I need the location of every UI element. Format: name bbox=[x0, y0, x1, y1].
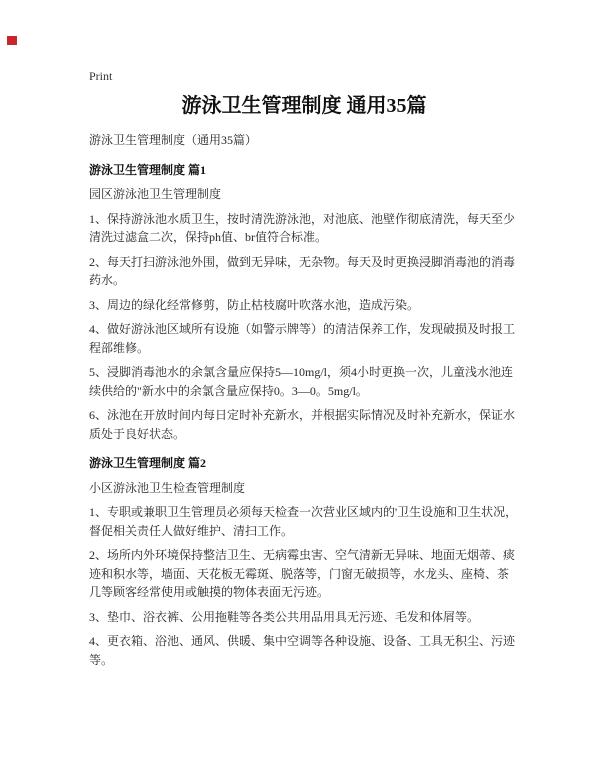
section-2-item-2: 2、场所内外环境保持整洁卫生、无病霉虫害、空气清新无异味、地面无烟蒂、痰迹和积水等，墙面、天花板无霉斑、脱落等，门窗无破损等，水龙头、座椅、茶几等顾客经常使用或触摸的物体表面无污迹。 bbox=[89, 548, 516, 599]
section-1-item-3: 3、周边的绿化经常修剪，防止枯枝腐叶吹落水池，造成污染。 bbox=[89, 297, 420, 312]
print-link[interactable]: Print bbox=[89, 69, 113, 83]
page-title: 游泳卫生管理制度 通用35篇 bbox=[181, 95, 427, 117]
section-2 bbox=[89, 454, 519, 669]
section-1-item-1: 1、保持游泳池水质卫生，按时清洗游泳池，对池底、池壁作彻底清洗，每天至少清洗过滤盒二次，保持ph值、br值符合标准。 bbox=[89, 211, 516, 244]
section-1-item-4: 4、做好游泳池区域所有设施（如警示牌等）的清洁保养工作，发现破损及时报工程部维修。 bbox=[89, 322, 516, 355]
section-1-item-2: 2、每天打扫游泳池外围，做到无异味，无杂物。每天及时更换浸脚消毒池的消毒药水。 bbox=[89, 254, 516, 287]
section-1-item-5: 5、浸脚消毒池水的余氯含量应保持5—10mg/l，须4小时更换一次，儿童浅水池连续供给的"新水中的余氯含量应保持0。3—0。5mg/l。 bbox=[89, 365, 514, 398]
section-2-intro: 小区游泳池卫生检查管理制度 bbox=[89, 480, 246, 495]
section-1-item-6: 6、泳池在开放时间内每日定时补充新水，并根据实际情况及时补充新水，保证水质处于良好状态。 bbox=[89, 408, 516, 441]
section-2-item-3: 3、垫巾、浴衣裤、公用拖鞋等各类公共用品用具无污迹、毛发和体屑等。 bbox=[89, 609, 480, 624]
section-2-item-4: 4、更衣箱、浴池、通风、供暖、集中空调等各种设施、设备、工具无积尘、污迹等。 bbox=[89, 634, 516, 667]
section-1-heading: 游泳卫生管理制度 篇1 bbox=[89, 162, 207, 177]
section-1 bbox=[89, 161, 519, 444]
section-1-intro: 园区游泳池卫生管理制度 bbox=[89, 187, 222, 201]
section-2-heading: 游泳卫生管理制度 篇2 bbox=[89, 456, 207, 470]
page-subtitle: 游泳卫生管理制度（通用35篇） bbox=[89, 133, 258, 147]
section-2-item-1: 1、专职或兼职卫生管理员必须每天检查一次营业区域内的'卫生设施和卫生状况，督促相关责任人做好维护、清扫工作。 bbox=[89, 505, 518, 538]
red-square-marker bbox=[7, 36, 17, 45]
